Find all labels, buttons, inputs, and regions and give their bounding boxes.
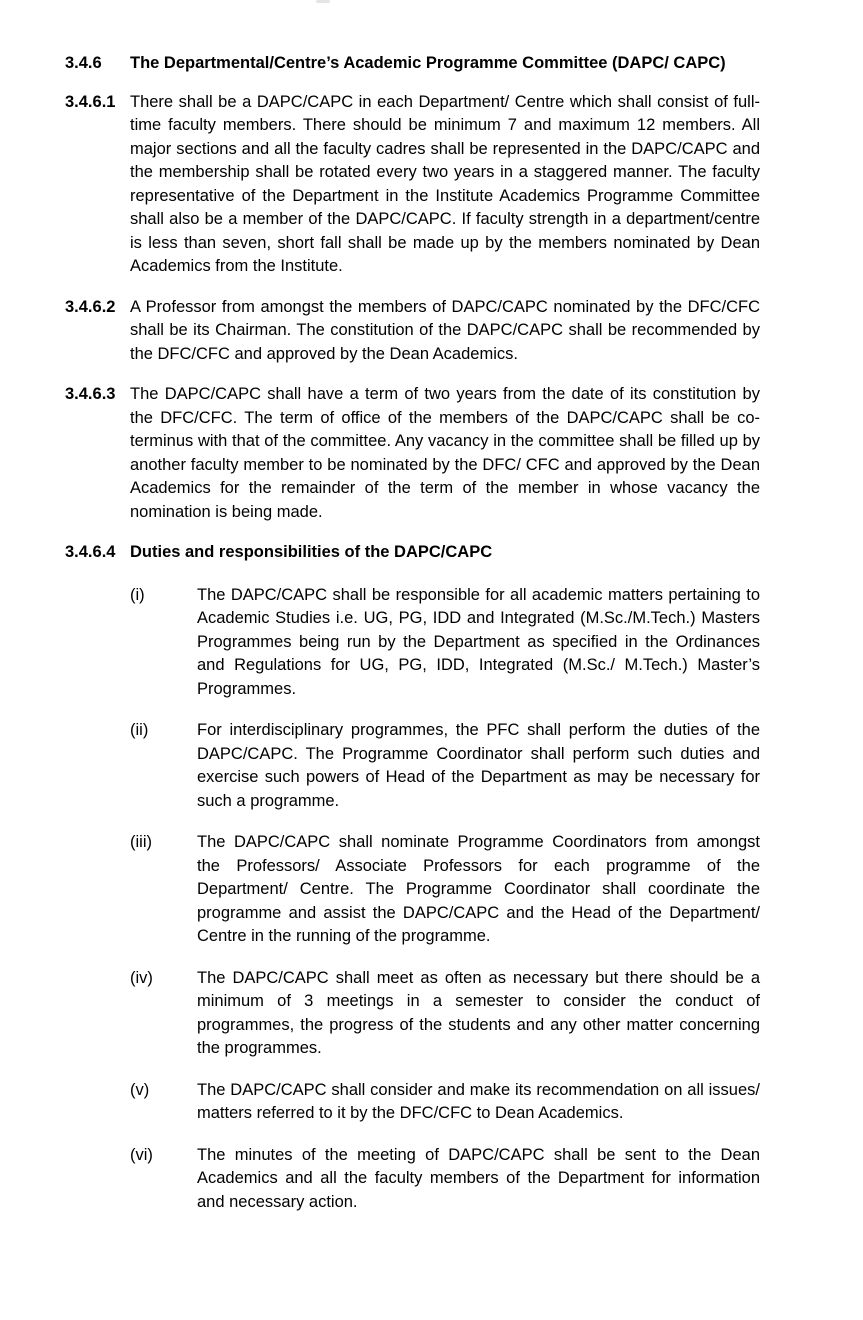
section-3-4-6-2 [65,296,760,367]
section-paragraph-text: The DAPC/CAPC shall have a term of two years from the date of its constitution by the DFC/CFC. The term of office of the members of the DAPC/CAPC shall be co-terminus with that of the committee. Any vacancy in the committee shall be filled up by another faculty member to be nominated by the DFC/ CFC and approved by the Dean Academics for the remainder of the term of the member in whose vacancy the nomination is being made. [130,385,760,521]
duty-text: The DAPC/CAPC shall nominate Programme Coordinators from amongst the Professors/ Associate Professors for each programme of the Department/ Centre. The Programme Coordinator shall coordinate the programme and assist the DAPC/CAPC and the Head of the Department/ Centre in the running of the programme. [197,833,760,945]
section-subheading-text: Duties and responsibilities of the DAPC/CAPC [130,543,493,561]
section-number: 3.4.6 [65,54,102,72]
section-3-4-6-1 [65,91,760,279]
duty-item-vi [130,1144,760,1215]
duty-label: (ii) [130,721,149,739]
section-paragraph-text: A Professor from amongst the members of DAPC/CAPC nominated by the DFC/CFC shall be its Chairman. The constitution of the DAPC/CAPC shall be recommended by the DFC/CFC and approved by the Dean Academics. [130,297,760,363]
scan-artifact [316,0,330,3]
duty-item-v [130,1079,760,1126]
section-3-4-6-3 [65,383,760,524]
section-3-4-6 [65,52,760,76]
duty-text: The DAPC/CAPC shall be responsible for all academic matters pertaining to Academic Studies i.e. UG, PG, IDD and Integrated (M.Sc./M.Tech.) Masters Programmes being run by the Department as specified in the Ordinances and Regulations for UG, PG, IDD, Integrated (M.Sc./ M.Tech.) Master’s Programmes. [197,585,760,698]
duties-list [130,584,760,1215]
duty-item-iv [130,967,760,1061]
duty-item-iii [130,831,760,949]
duty-text: The DAPC/CAPC shall consider and make its recommendation on all issues/ matters referred to it by the DFC/CFC to Dean Academics. [197,1080,760,1122]
section-heading-text: The Departmental/Centre’s Academic Programme Committee (DAPC/ CAPC) [130,54,726,72]
section-number: 3.4.6.3 [65,385,116,403]
duty-text: The DAPC/CAPC shall meet as often as necessary but there should be a minimum of 3 meetings in a semester to consider the conduct of programmes, the progress of the students and any other matter concerning the programmes. [197,968,760,1057]
section-number: 3.4.6.1 [65,92,116,111]
duty-text: For interdisciplinary programmes, the PFC shall perform the duties of the DAPC/CAPC. The Programme Coordinator shall perform such duties and exercise such powers of Head of the Department as may be necessary for such a programme. [197,721,760,810]
duty-text: The minutes of the meeting of DAPC/CAPC shall be sent to the Dean Academics and all the faculty members of the Department for information and necessary action. [197,1145,760,1211]
duty-label: (iv) [130,968,153,987]
section-paragraph-text: There shall be a DAPC/CAPC in each Department/ Centre which shall consist of full-time faculty members. There should be minimum 7 and maximum 12 members. All major sections and all the faculty cadres shall be represented in the DAPC/CAPC and the membership shall be rotated every two years in a staggered manner. The faculty representative of the Department in the Institute Academics Programme Committee shall also be a member of the DAPC/CAPC. If faculty strength in a department/centre is less than seven, short fall shall be made up by the members nominated by Dean Academics from the Institute. [130,92,760,275]
duty-label: (i) [130,585,145,604]
duty-item-ii [130,719,760,813]
section-number: 3.4.6.2 [65,297,116,316]
section-number: 3.4.6.4 [65,543,116,561]
duty-label: (iii) [130,833,152,851]
duty-label: (v) [130,1080,150,1099]
section-3-4-6-4 [65,541,760,565]
duty-item-i [130,584,760,702]
duty-label: (vi) [130,1145,153,1164]
